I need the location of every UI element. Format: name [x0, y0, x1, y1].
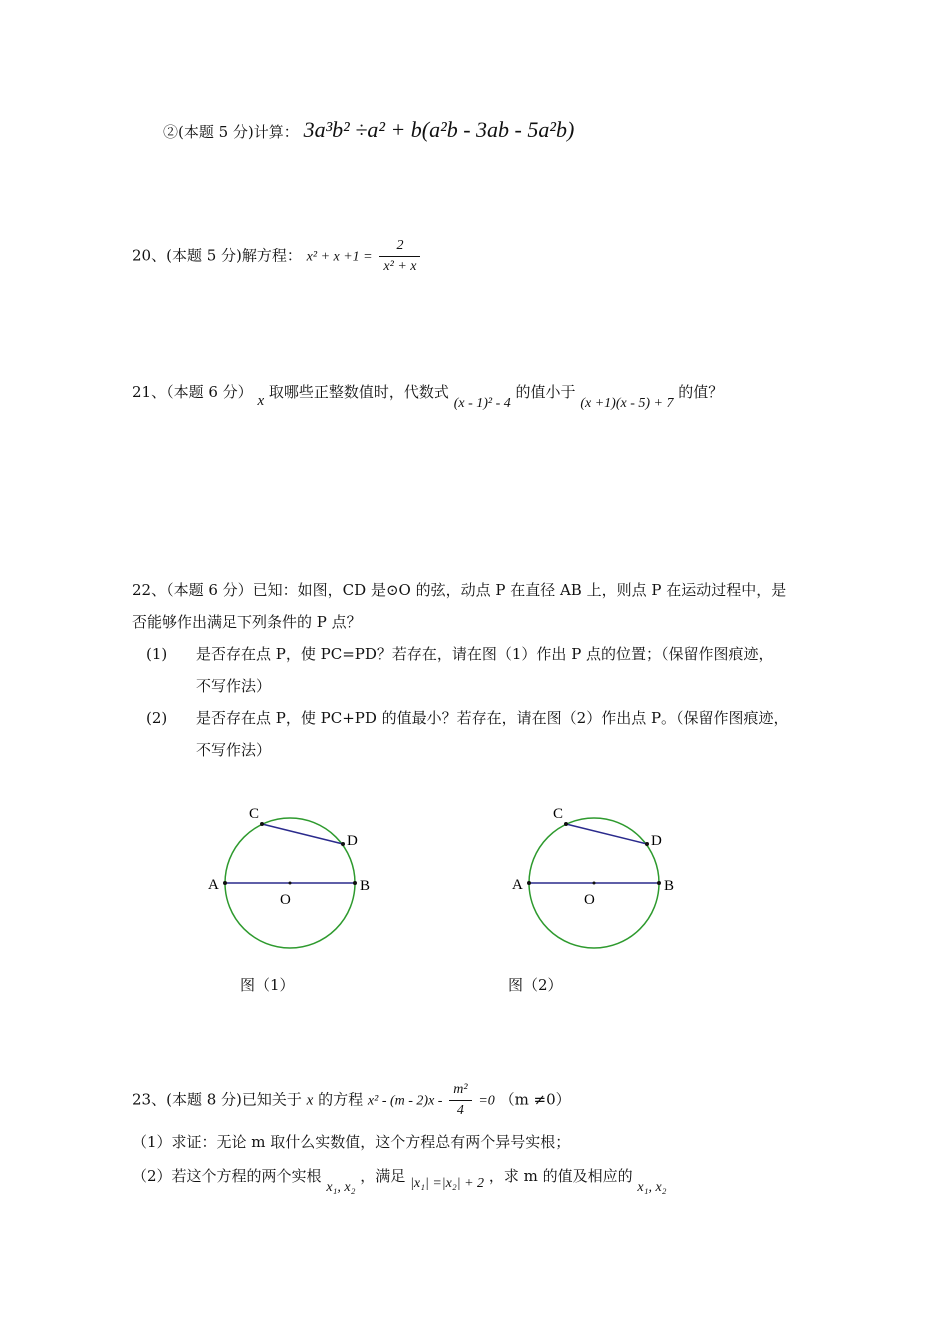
q21-expr2: (x +1)(x - 5) + 7 [580, 396, 674, 411]
q23-fraction-numerator: m² [449, 1080, 471, 1101]
q21-text1: 取哪些正整数值时，代数式 [268, 383, 449, 401]
q22-p2-text-a: 是否存在点 P，使 PC+PD 的值最小？若存在，请在图（2）作出点 P。（保留作图痕迹， [196, 709, 789, 727]
point-a [223, 881, 227, 885]
q23-abs-equation: |x₁| =|x₂| + 2 [410, 1176, 485, 1191]
q23-sub2-text-c: ，求 m 的值及相应的 [488, 1167, 633, 1185]
q22-line1: 22、（本题 6 分）已知：如图，CD 是⊙O 的弦，动点 P 在直径 AB 上，则点 P 在运动过程中，是 [132, 581, 787, 599]
label-o: O [280, 892, 291, 908]
q21-var: x [257, 393, 265, 409]
q23-equation-a: x² - (m - 2)x - [367, 1093, 443, 1109]
q19b-line [163, 117, 575, 142]
q22-p1-text-a: 是否存在点 P，使 PC=PD？若存在，请在图（1）作出 P 点的位置；（保留作图痕迹， [196, 645, 774, 663]
label-d: D [651, 833, 662, 849]
q23-fraction-denominator: 4 [456, 1103, 464, 1118]
q23-sub2-text-b: ，满足 [360, 1167, 406, 1185]
q23-equation-b: =0 [478, 1093, 495, 1109]
figure-1 [200, 798, 380, 958]
q22-p2-number: (2) [146, 709, 168, 727]
q23-line [132, 1080, 571, 1121]
point-o [593, 882, 596, 885]
figure-1-caption: 图（1） [240, 976, 295, 994]
q21-text3: 的值？ [678, 383, 724, 401]
q23-fraction [449, 1080, 471, 1121]
point-a [527, 881, 531, 885]
q23-sub2-text-a: （2）若这个方程的两个实根 [132, 1167, 322, 1185]
q20-prefix: 20、(本题 5 分)解方程： [132, 246, 302, 265]
figure-2 [504, 798, 684, 958]
point-b [353, 881, 357, 885]
point-o [289, 882, 292, 885]
point-b [657, 881, 661, 885]
q23-prefix: 23、(本题 8 分)已知关于 [132, 1090, 302, 1109]
q19b-expression: 3a³b² ÷a² + b(a²b - 3ab - 5a²b) [303, 117, 575, 142]
point-c [260, 822, 264, 826]
q22-p2-text-b: 不写作法） [196, 741, 272, 759]
label-a: A [512, 877, 523, 893]
chord-cd [262, 824, 343, 844]
label-c: C [553, 806, 564, 822]
point-d [645, 842, 649, 846]
point-c [564, 822, 568, 826]
q20-numerator: 2 [379, 236, 420, 257]
q23-roots-2: x₁, x₂ [637, 1180, 667, 1195]
q23-sub1: （1）求证：无论 m 取什么实数值，这个方程总有两个异号实根； [132, 1133, 571, 1151]
q23-condition: （m ≠0） [499, 1090, 571, 1109]
q22-p1-number: (1) [146, 645, 168, 663]
chord-cd [566, 824, 647, 844]
q23-sub2 [132, 1166, 667, 1195]
q23-var: x [306, 1092, 314, 1109]
q21-prefix: 21、（本题 6 分） [132, 383, 253, 401]
label-c: C [249, 806, 260, 822]
label-a: A [208, 877, 219, 893]
q20-lhs: x² + x +1 = [306, 249, 373, 265]
q22-line2: 否能够作出满足下列条件的 P 点？ [132, 613, 362, 631]
label-b: B [664, 878, 675, 894]
label-b: B [360, 878, 371, 894]
q23-text1: 的方程 [318, 1090, 364, 1109]
q21-text2: 的值小于 [515, 383, 576, 401]
label-d: D [347, 833, 358, 849]
q19b-prefix: ②(本题 5 分)计算： [163, 123, 299, 141]
q21-line [132, 382, 724, 411]
label-o: O [584, 892, 595, 908]
point-d [341, 842, 345, 846]
q20-denominator: x² + x [383, 259, 417, 274]
q22-p1-text-b: 不写作法） [196, 677, 272, 695]
figure-2-caption: 图（2） [508, 976, 563, 994]
q23-roots: x₁, x₂ [326, 1180, 356, 1195]
q20-line [132, 236, 422, 277]
q20-fraction [379, 236, 420, 277]
q21-expr1: (x - 1)² - 4 [453, 396, 511, 411]
